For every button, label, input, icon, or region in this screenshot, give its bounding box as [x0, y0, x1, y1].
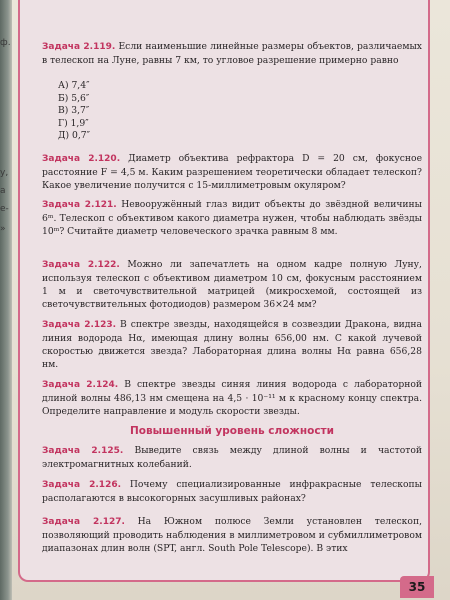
page-number: 35 — [400, 576, 434, 598]
problem-label: Задача 2.125. — [42, 446, 124, 456]
problem-2-125 — [42, 444, 422, 471]
problem-label: Задача 2.122. — [42, 260, 120, 270]
margin-fragment: а — [0, 186, 6, 196]
problem-2-127 — [42, 515, 422, 555]
margin-fragment: » — [0, 224, 6, 234]
answer-options — [58, 80, 90, 143]
answer-option: Д) 0,7″ — [58, 130, 91, 141]
problems-frame — [18, 0, 430, 582]
problem-2-123 — [42, 318, 422, 371]
problem-label: Задача 2.123. — [42, 320, 117, 330]
answer-option: Б) 5,6″ — [58, 92, 90, 104]
problem-text: Почему специализированные инфракрасные телескопы располагаются в высокогорных засушливых районах? — [42, 479, 422, 504]
problem-label: Задача 2.126. — [42, 480, 122, 490]
problem-text: Диаметр объектива рефрактора D = 20 см, фокусное расстояние F = 4,5 м. Каким разрешением теоретически обладает телескоп? Какое увеличение получится с 15-миллиметровым окуляром? — [42, 153, 422, 191]
margin-fragment: ф. — [0, 38, 11, 48]
problem-label: Задача 2.127. — [42, 517, 125, 527]
answer-option: Г) 1,9″ — [58, 117, 89, 129]
margin-fragment: у, — [0, 168, 9, 178]
answer-option: В) 3,7″ — [58, 105, 90, 116]
textbook-page — [12, 0, 450, 600]
problem-label: Задача 2.119. — [42, 42, 116, 52]
problem-2-122 — [42, 258, 422, 311]
margin-fragment: е- — [0, 204, 9, 214]
problem-label: Задача 2.120. — [42, 154, 121, 164]
problem-text: В спектре звезды синяя линия водорода с лабораторной длиной волны 486,13 нм смещена на 4,5 · 10⁻¹¹ м к красному концу спектра. Определите направление и модуль скорости звезды. — [42, 379, 422, 417]
problem-label: Задача 2.121. — [42, 200, 117, 210]
problem-text: В спектре звезды, находящейся в созвездии Дракона, видна линия водорода Hα, имеющая длину волны 656,00 нм. С какой лучевой скоростью движется звезда? Лабораторная длина волны Hα равна 656,28 нм. — [42, 319, 422, 370]
answer-option: А) 7,4″ — [58, 80, 90, 91]
section-heading: Повышенный уровень сложности — [129, 425, 335, 437]
problem-label: Задача 2.124. — [42, 380, 119, 390]
problem-2-124 — [42, 378, 422, 418]
problem-text: На Южном полюсе Земли установлен телескоп, позволяющий проводить наблюдения в миллиметровом и субмиллиметровом диапазонах длин волн (SPT, англ. South Pole Telescope). В этих — [42, 516, 422, 554]
problem-2-119 — [42, 40, 422, 67]
problem-text: Невооружённый глаз видит объекты до звёздной величины 6ᵐ. Телескоп с объективом какого диаметра нужен, чтобы наблюдать звёзды 10ᵐ? Считайте диаметр человеческого зрачка равным 8 мм. — [42, 199, 422, 237]
problem-text: Если наименьшие линейные размеры объектов, различаемых в телескоп на Луне, равны 7 км, то угловое разрешение примерно равно — [42, 41, 422, 66]
problem-2-121 — [42, 198, 422, 238]
problem-2-126 — [42, 478, 422, 505]
problem-text: Можно ли запечатлеть на одном кадре полную Луну, используя телескоп с объективом диаметром 10 см, фокусным расстоянием 1 м и светочувствительной матрицей (микросхемой, состоящей из светочувствительных фотодиодов) размером 36×24 мм? — [42, 259, 422, 310]
problem-2-120 — [42, 152, 422, 192]
problem-text: Выведите связь между длиной волны и частотой электромагнитных колебаний. — [42, 445, 422, 470]
